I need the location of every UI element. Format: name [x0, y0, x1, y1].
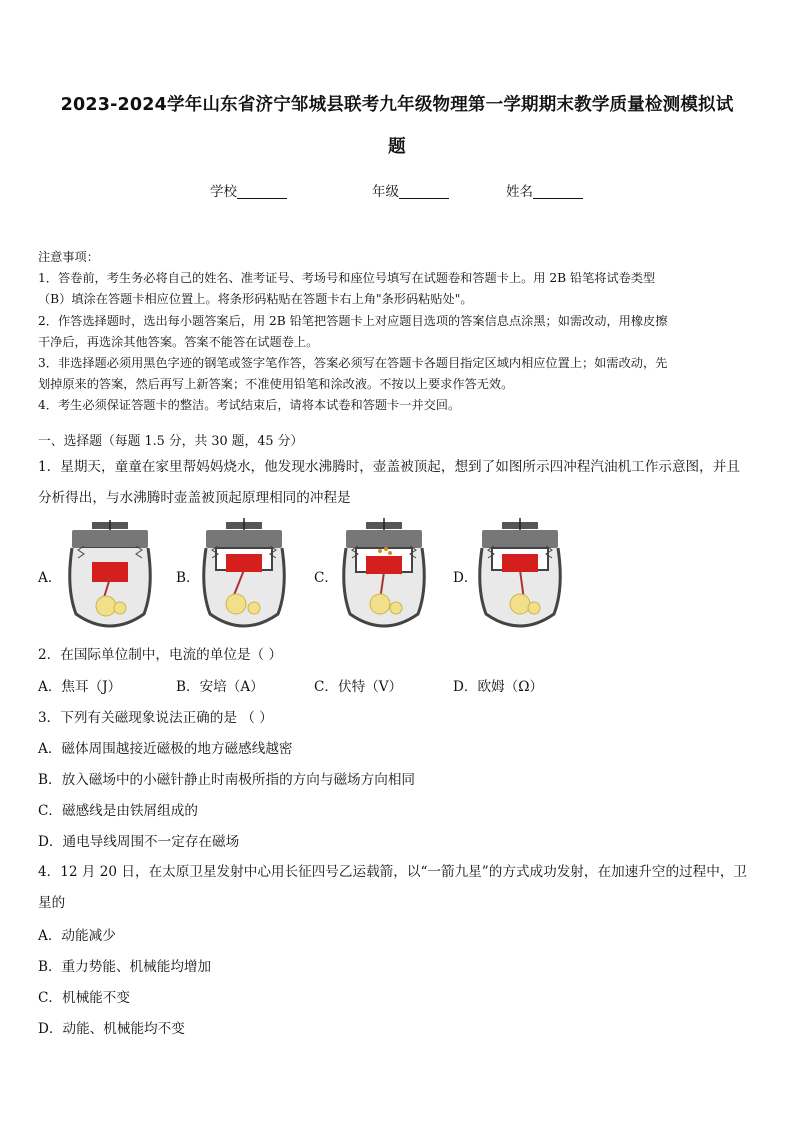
q2-option-a[interactable]: A．焦耳（J） [38, 679, 122, 695]
q2-option-b[interactable]: B．安培（A） [176, 679, 264, 695]
question-4-stem [38, 857, 760, 919]
q4-line-1: 4．12 月 20 日，在太原卫星发射中心用长征四号乙运载箭，以“一箭九星”的方式成功发射，在加速升空的过程中，卫 [38, 864, 748, 880]
grade-label: 年级 [372, 184, 399, 200]
engine-diagram-d [472, 518, 568, 634]
q3-option-a[interactable]: A．磁体周围越接近磁极的地方磁感线越密 [38, 741, 293, 757]
school-blank[interactable] [237, 184, 287, 199]
note-line: 1．答卷前，考生务必将自己的姓名、准考证号、考场号和座位号填写在试题卷和答题卡上。用 2B 铅笔将试卷类型 [38, 271, 656, 286]
note-line: （B）填涂在答题卡相应位置上。将条形码粘贴在答题卡右上角"条形码粘贴处"。 [38, 292, 473, 307]
piston [366, 556, 402, 574]
note-line: 2．作答选择题时，选出每小题答案后，用 2B 铅笔把答题卡上对应题目选项的答案信息点涂黑；如需改动，用橡皮擦 [38, 313, 668, 328]
q4-option-b[interactable]: B．重力势能、机械能均增加 [38, 959, 212, 975]
question-3-stem: 3．下列有关磁现象说法正确的是 （ ） [38, 710, 273, 726]
q1-line-2: 分析得出，与水沸腾时壶盖被顶起原理相同的冲程是 [38, 490, 351, 506]
name-field[interactable] [506, 180, 583, 200]
q1-option-a-label[interactable]: A． [38, 570, 62, 586]
title-line-1: 2023-2024学年山东省济宁邹城县联考九年级物理第一学期期末教学质量检测模拟试 [60, 95, 734, 115]
name-blank[interactable] [533, 184, 583, 199]
note-line: 干净后，再选涂其他答案。答案不能答在试题卷上。 [38, 334, 319, 349]
q3-option-b[interactable]: B．放入磁场中的小磁针静止时南极所指的方向与磁场方向相同 [38, 772, 416, 788]
notes-heading: 注意事项： [38, 250, 99, 264]
q2-option-d[interactable]: D．欧姆（Ω） [453, 679, 544, 695]
note-line: 划掉原来的答案，然后再写上新答案；不准使用铅笔和涂改液。不按以上要求作答无效。 [38, 377, 514, 392]
grade-blank[interactable] [399, 184, 449, 199]
q1-option-b-label[interactable]: B． [176, 570, 200, 586]
q4-line-2: 星的 [38, 895, 66, 911]
q4-option-a[interactable]: A．动能减少 [38, 928, 116, 944]
piston [502, 554, 538, 572]
engine-diagram-a [62, 518, 158, 634]
q1-option-d-label: D． [453, 570, 478, 586]
q1-line-1: 1．星期天，童童在家里帮妈妈烧水，他发现水沸腾时，壶盖被顶起，想到了如图所示四冲程汽油机工作示意图，并且 [38, 459, 740, 475]
name-label: 姓名 [506, 184, 533, 200]
q4-option-c[interactable]: C．机械能不变 [38, 990, 130, 1006]
exam-notes [38, 247, 758, 417]
engine-diagram-b [196, 518, 292, 634]
piston [226, 554, 262, 572]
student-info-row [0, 180, 794, 202]
q3-option-d[interactable]: D．通电导线周围不一定存在磁场 [38, 834, 240, 850]
engine-diagram-c [336, 518, 432, 634]
q2-options [38, 675, 760, 697]
q4-option-d[interactable]: D．动能、机械能均不变 [38, 1021, 185, 1037]
q3-option-c[interactable]: C．磁感线是由铁屑组成的 [38, 803, 198, 819]
q1-option-c-label[interactable]: C． [314, 570, 338, 586]
question-2-stem: 2．在国际单位制中，电流的单位是（ ） [38, 647, 283, 663]
school-field[interactable] [210, 180, 287, 200]
note-line: 3．非选择题必须用黑色字迹的钢笔或签字笔作答，答案必须写在答题卡各题目指定区域内相应位置上；如需改动，先 [38, 356, 668, 371]
title-line-2: 题 [388, 137, 406, 157]
school-label: 学校 [210, 184, 237, 200]
grade-field[interactable] [372, 180, 449, 200]
exam-title [30, 84, 764, 168]
note-line: 4．考生必须保证答题卡的整洁。考试结束后，请将本试卷和答题卡一并交回。 [38, 398, 461, 413]
section-heading: 一、选择题（每题 1.5 分，共 30 题，45 分） [38, 434, 304, 449]
q2-option-c[interactable]: C．伏特（V） [314, 679, 403, 695]
question-1-stem [38, 452, 760, 514]
